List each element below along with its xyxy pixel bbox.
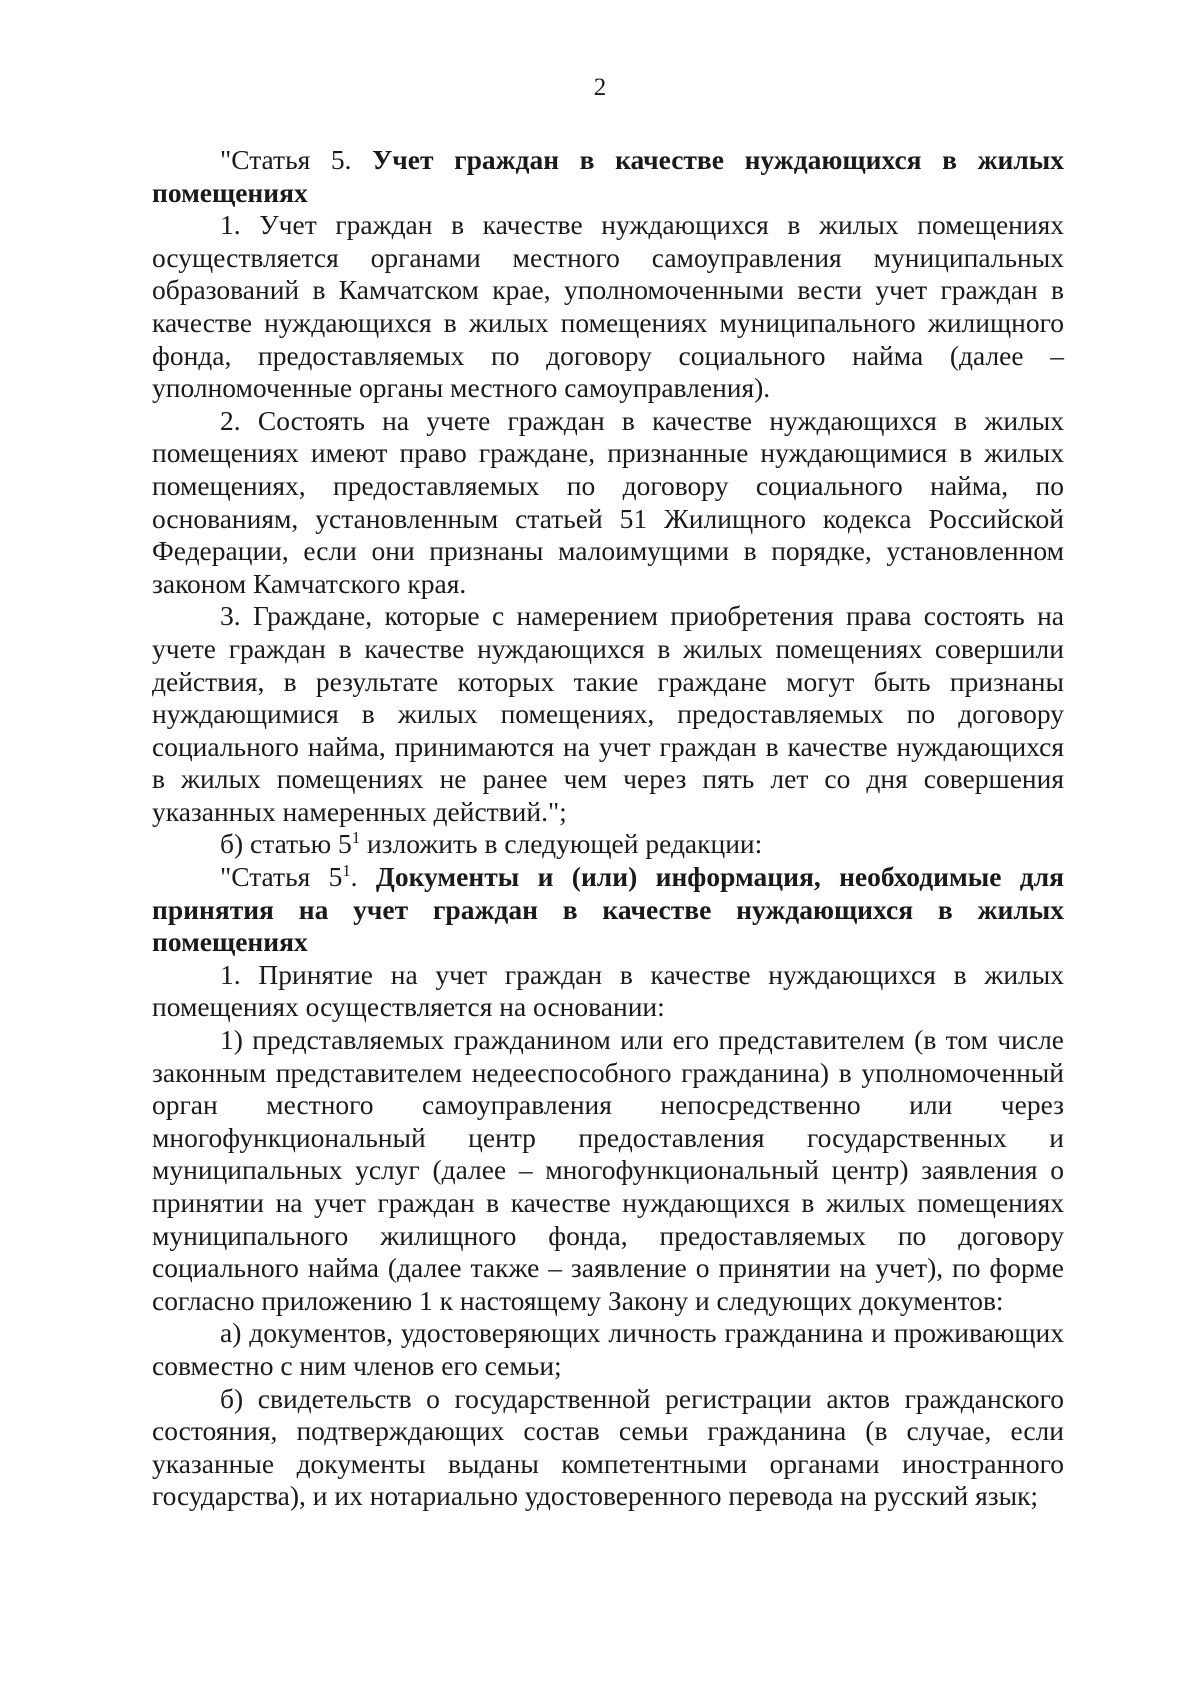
page-number: 2 — [593, 74, 607, 101]
article-5-1-heading — [152, 861, 1064, 959]
article-5-1-title: Документы и (или) информация, необходимые для принятия на учет граждан в качестве нуждающихся в жилых помещениях — [152, 861, 1065, 958]
article-5-prefix: "Статья 5. — [220, 144, 373, 175]
document-body — [152, 144, 1064, 1513]
article-5-heading — [152, 144, 1064, 209]
article-5-paragraph-3: 3. Граждане, которые с намерением приобретения права состоять на учете граждан в качестве нуждающихся в жилых помещениях совершили действия, в результате которых такие граждане могут быть признаны нуждающимися в жилых помещениях, предоставляемых по договору социального найма, принимаются на учет граждан в качестве нуждающихся в жилых помещениях не ранее чем через пять лет со дня совершения указанных намеренных действий."; — [152, 600, 1064, 827]
article-5-title: Учет граждан в качестве нуждающихся в жилых помещениях — [152, 144, 1064, 208]
article-5-1-prefix: "Статья 5 — [220, 861, 343, 893]
article-5-1-dot: . — [350, 861, 376, 893]
amendment-clause-b — [152, 828, 1064, 861]
article-5-1-paragraph-2: 1) представляемых гражданином или его представителем (в том числе законным представителем недееспособного гражданина) в уполномоченный орган местного самоуправления непосредственно или через многофункциональный центр предоставления государственных и муниципальных услуг (далее – многофункциональный центр) заявления о принятии на учет граждан в качестве нуждающихся в жилых помещениях муниципального жилищного фонда, предоставляемых по договору социального найма (далее также – заявление о принятии на учет), по форме согласно приложению 1 к настоящему Закону и следующих документов: — [152, 1024, 1064, 1316]
article-5-1-paragraph-3: а) документов, удостоверяющих личность гражданина и проживающих совместно с ним членов его семьи; — [152, 1317, 1064, 1381]
amendment-superscript: 1 — [351, 828, 361, 848]
article-5-paragraph-2: 2. Состоять на учете граждан в качестве нуждающихся в жилых помещениях имеют право граждане, признанные нуждающимися в жилых помещениях, предоставляемых по договору социального найма, по основаниям, установленным статьей 51 Жилищного кодекса Российской Федерации, если они признаны малоимущими в порядке, установленном законом Камчатского края. — [152, 404, 1064, 599]
article-5-1-superscript: 1 — [342, 860, 351, 880]
article-5-paragraph-1: 1. Учет граждан в качестве нуждающихся в жилых помещениях осуществляется органами местного самоуправления муниципальных образований в Камчатском крае, уполномоченными вести учет граждан в качестве нуждающихся в жилых помещениях муниципального жилищного фонда, предоставляемых по договору социального найма (далее – уполномоченные органы местного самоуправления). — [152, 209, 1064, 404]
article-5-1-paragraph-4: б) свидетельств о государственной регистрации актов гражданского состояния, подтверждающих состав семьи гражданина (в случае, если указанные документы выданы компетентными органами иностранного государства), и их нотариально удостоверенного перевода на русский язык; — [152, 1382, 1064, 1512]
amendment-text-after: изложить в следующей редакции: — [360, 828, 763, 860]
amendment-text-before: б) статью 5 — [220, 828, 352, 860]
article-5-1-paragraph-1: 1. Принятие на учет граждан в качестве нуждающихся в жилых помещениях осуществляется на основании: — [152, 958, 1064, 1023]
